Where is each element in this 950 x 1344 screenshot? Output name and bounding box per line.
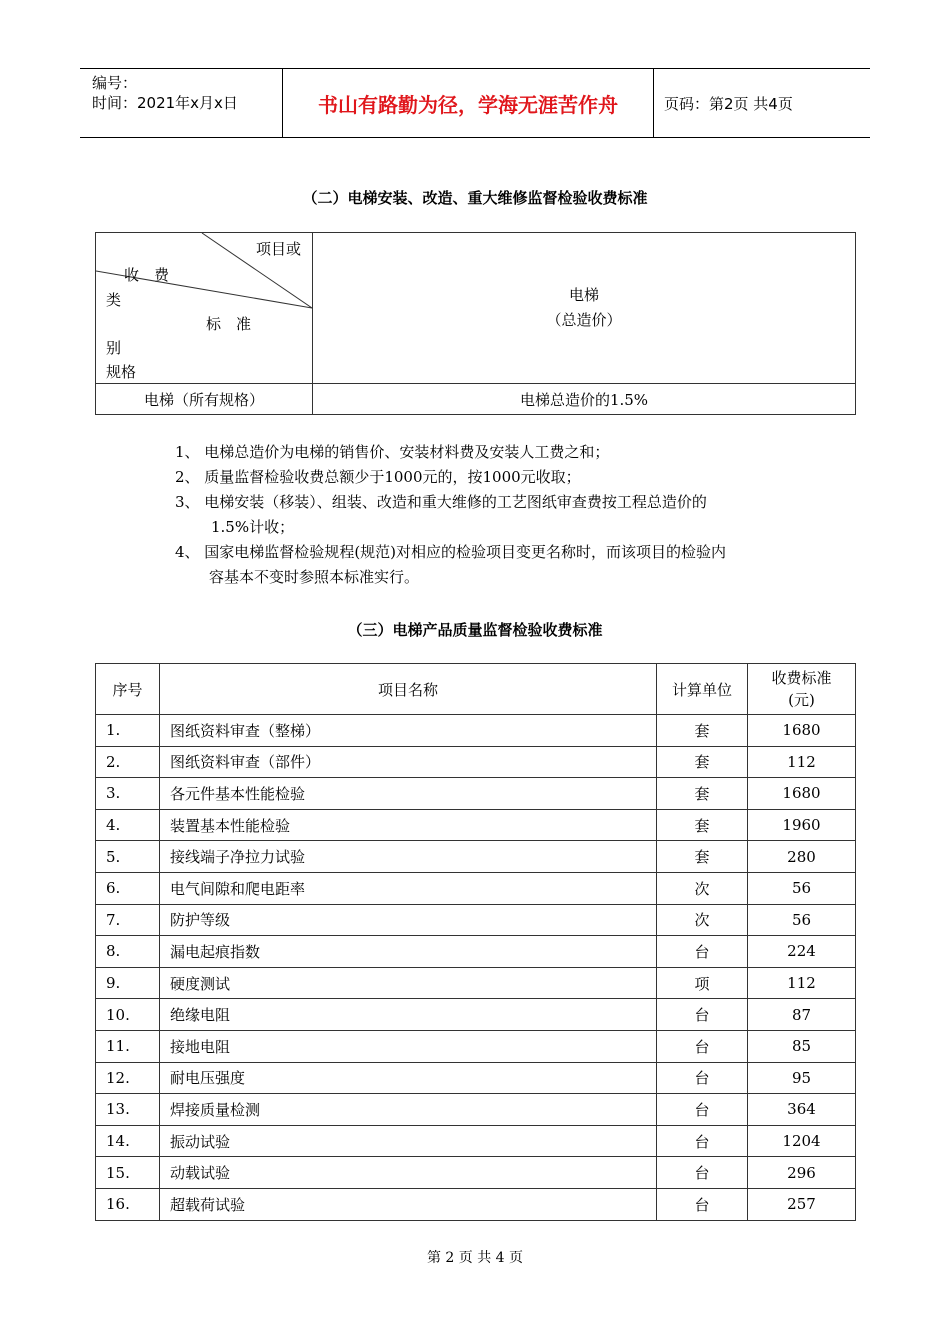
- row-index: 5.: [96, 841, 160, 873]
- row-unit: 次: [657, 872, 748, 904]
- table-row: [96, 1188, 856, 1220]
- section3-title: （三）电梯产品质量监督检验收费标准: [347, 621, 603, 639]
- row-unit: 套: [657, 841, 748, 873]
- row-unit: 项: [657, 967, 748, 999]
- table-row: [96, 746, 856, 778]
- header-fee: [748, 664, 856, 715]
- page-footer: 第 2 页 共 4 页: [426, 1250, 524, 1266]
- table-row: [96, 999, 856, 1031]
- note-4-cont: 容基本不变时参照本标准实行。: [209, 568, 420, 586]
- row-unit: 套: [657, 778, 748, 810]
- row-fee: 1204: [748, 1125, 856, 1157]
- header-fee-label: 收费标准: [771, 669, 832, 687]
- row-item-name: 超载荷试验: [160, 1188, 657, 1220]
- row-fee: 112: [748, 967, 856, 999]
- row-index: 2.: [96, 746, 160, 778]
- row-item-name: 硬度测试: [160, 967, 657, 999]
- table-row: [96, 1094, 856, 1126]
- col-subtitle: （总造价）: [546, 311, 622, 329]
- row-item-name: 图纸资料审查（整梯）: [160, 715, 657, 747]
- row-unit: 次: [657, 904, 748, 936]
- row-unit: 套: [657, 809, 748, 841]
- row-item-name: 防护等级: [160, 904, 657, 936]
- row-index: 4.: [96, 809, 160, 841]
- table-row: [96, 809, 856, 841]
- diag-bie-label: 别: [106, 339, 122, 357]
- diag-spec-label: 规格: [106, 363, 137, 381]
- row-fee: 1680: [748, 715, 856, 747]
- row-fee: 296: [748, 1157, 856, 1189]
- row-unit: 套: [657, 746, 748, 778]
- notes-list: [175, 440, 726, 590]
- note-3: 3、 电梯安装（移装）、组装、改造和重大维修的工艺图纸审查费按工程总造价的: [175, 493, 707, 511]
- row-index: 1.: [96, 715, 160, 747]
- page-label: 页码：第2页 共4页: [664, 95, 793, 113]
- header-motto: 书山有路勤为径，学海无涯苦作舟: [282, 69, 654, 137]
- header-fee-unit: (元): [788, 691, 815, 709]
- table-row: [96, 936, 856, 968]
- row-fee: 85: [748, 1030, 856, 1062]
- row-index: 10.: [96, 999, 160, 1031]
- row-item-name: 漏电起痕指数: [160, 936, 657, 968]
- row-fee: 257: [748, 1188, 856, 1220]
- table-row: [96, 1030, 856, 1062]
- row-label: 电梯（所有规格）: [96, 384, 313, 415]
- note-3-cont: 1.5%计收；: [211, 518, 295, 536]
- row-index: 13.: [96, 1094, 160, 1126]
- diagonal-header-cell: [96, 233, 313, 384]
- row-unit: 台: [657, 1030, 748, 1062]
- row-index: 16.: [96, 1188, 160, 1220]
- installation-fee-table: [95, 232, 856, 415]
- row-unit: 台: [657, 1188, 748, 1220]
- header-meta: [92, 73, 282, 113]
- row-unit: 台: [657, 1125, 748, 1157]
- row-unit: 台: [657, 936, 748, 968]
- row-index: 7.: [96, 904, 160, 936]
- diag-std-label: 标 准: [206, 315, 252, 333]
- table-row: [96, 1062, 856, 1094]
- header-item-name: 项目名称: [160, 664, 657, 715]
- row-item-name: 装置基本性能检验: [160, 809, 657, 841]
- row-item-name: 绝缘电阻: [160, 999, 657, 1031]
- col-title: 电梯: [568, 286, 599, 304]
- code-label: 编号：: [92, 74, 138, 92]
- table-header-row: [96, 664, 856, 715]
- header-unit: 计算单位: [657, 664, 748, 715]
- row-index: 9.: [96, 967, 160, 999]
- row-item-name: 接地电阻: [160, 1030, 657, 1062]
- time-label: 时间：2021年x月x日: [92, 94, 238, 112]
- row-fee: 95: [748, 1062, 856, 1094]
- row-item-name: 各元件基本性能检验: [160, 778, 657, 810]
- row-index: 6.: [96, 872, 160, 904]
- row-item-name: 振动试验: [160, 1125, 657, 1157]
- table-row: [96, 1125, 856, 1157]
- row-item-name: 电气间隙和爬电距率: [160, 872, 657, 904]
- table-row: [96, 904, 856, 936]
- page-header: [80, 68, 870, 138]
- row-unit: 台: [657, 999, 748, 1031]
- diag-lei-label: 类: [106, 291, 122, 309]
- row-fee: 112: [748, 746, 856, 778]
- elevator-column-header: [313, 233, 856, 384]
- row-index: 12.: [96, 1062, 160, 1094]
- row-fee: 224: [748, 936, 856, 968]
- row-fee: 87: [748, 999, 856, 1031]
- diag-item-label: 项目或: [256, 240, 302, 258]
- row-value: 电梯总造价的1.5%: [313, 384, 856, 415]
- row-fee: 1680: [748, 778, 856, 810]
- row-fee: 1960: [748, 809, 856, 841]
- row-index: 11.: [96, 1030, 160, 1062]
- header-index: 序号: [96, 664, 160, 715]
- row-index: 14.: [96, 1125, 160, 1157]
- row-unit: 套: [657, 715, 748, 747]
- row-index: 3.: [96, 778, 160, 810]
- row-item-name: 动载试验: [160, 1157, 657, 1189]
- quality-fee-table: [95, 663, 856, 1221]
- row-item-name: 耐电压强度: [160, 1062, 657, 1094]
- row-unit: 台: [657, 1157, 748, 1189]
- note-2: 2、 质量监督检验收费总额少于1000元的，按1000元收取；: [175, 468, 581, 486]
- table-row: [96, 715, 856, 747]
- row-index: 15.: [96, 1157, 160, 1189]
- row-fee: 280: [748, 841, 856, 873]
- row-item-name: 焊接质量检测: [160, 1094, 657, 1126]
- section2-title: （二）电梯安装、改造、重大维修监督检验收费标准: [302, 189, 648, 207]
- row-item-name: 接线端子净拉力试验: [160, 841, 657, 873]
- table-row: [96, 967, 856, 999]
- diag-fee-label: 收 费: [124, 266, 170, 284]
- note-4: 4、 国家电梯监督检验规程(规范)对相应的检验项目变更名称时，而该项目的检验内: [175, 543, 727, 561]
- row-fee: 56: [748, 904, 856, 936]
- row-index: 8.: [96, 936, 160, 968]
- table-row: [96, 778, 856, 810]
- row-fee: 56: [748, 872, 856, 904]
- row-fee: 364: [748, 1094, 856, 1126]
- row-unit: 台: [657, 1062, 748, 1094]
- row-item-name: 图纸资料审查（部件）: [160, 746, 657, 778]
- table-row: [96, 841, 856, 873]
- table-row: [96, 1157, 856, 1189]
- row-unit: 台: [657, 1094, 748, 1126]
- note-1: 1、 电梯总造价为电梯的销售价、安装材料费及安装人工费之和；: [175, 443, 610, 461]
- table-row: [96, 872, 856, 904]
